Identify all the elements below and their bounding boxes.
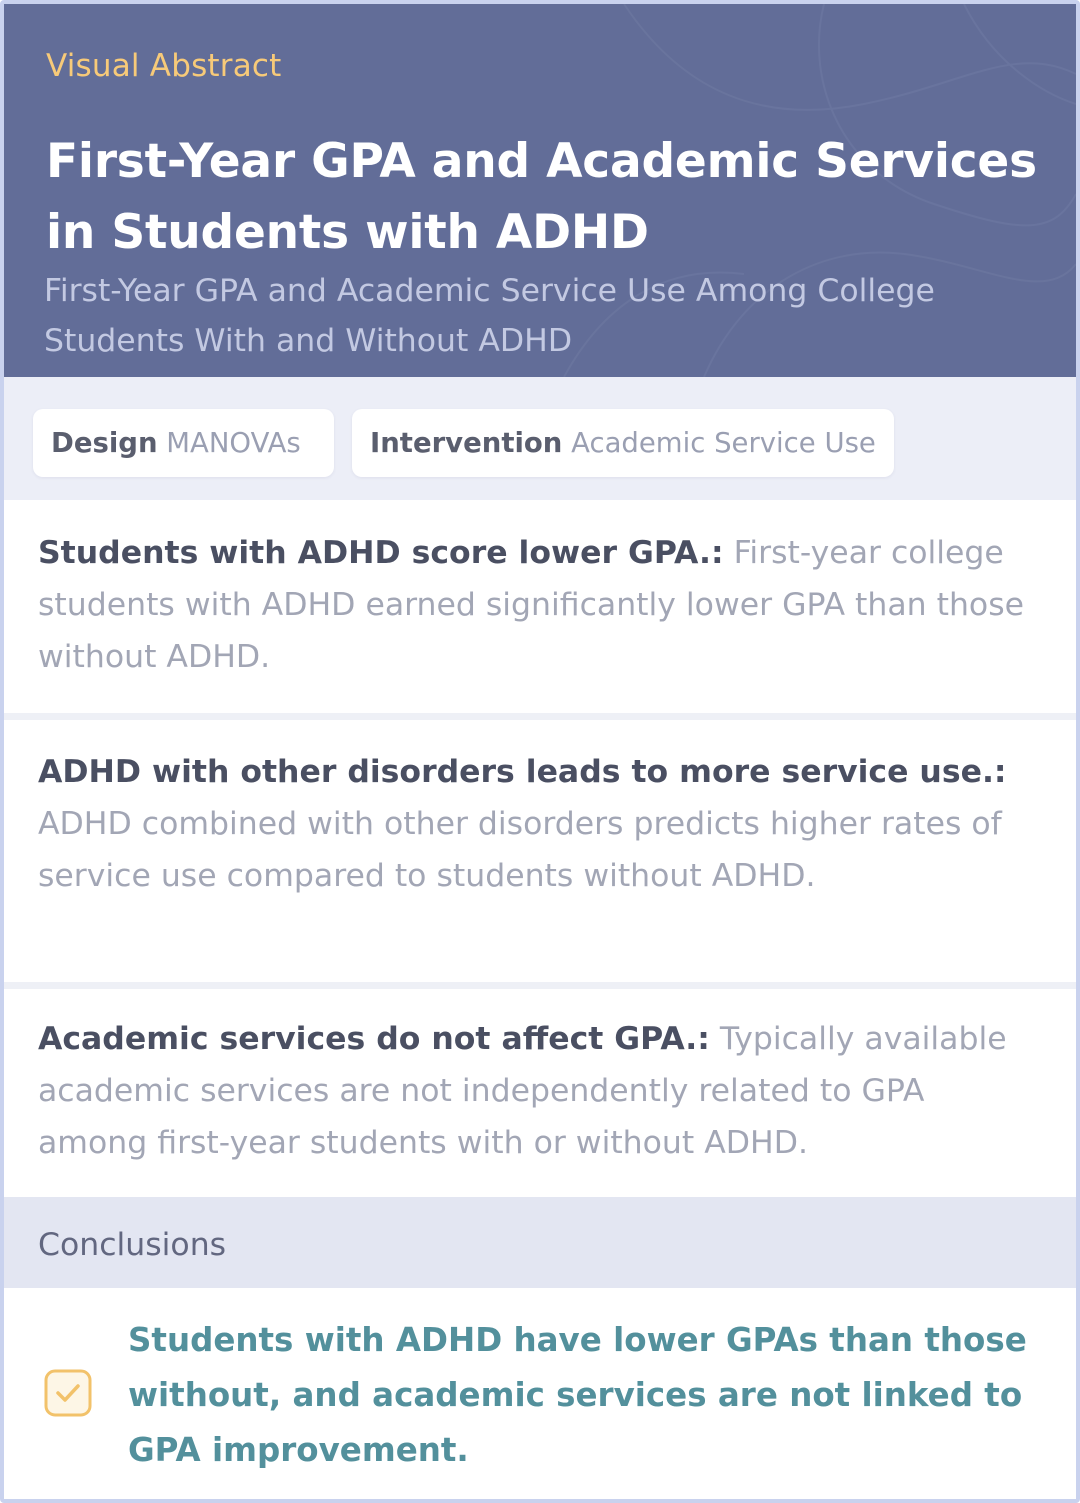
finding-2-heading: ADHD with other disorders leads to more service use.: xyxy=(38,754,1007,790)
tag-intervention-key: Intervention xyxy=(370,427,563,459)
conclusion-text: Students with ADHD have lower GPAs than those without, and academic services are not linked to GPA improvement. xyxy=(128,1321,1027,1469)
tag-intervention xyxy=(352,409,894,477)
finding-2-paragraph xyxy=(38,746,1042,902)
tag-design xyxy=(33,409,334,477)
page-subtitle: First-Year GPA and Academic Service Use Among College Students With and Without ADHD xyxy=(44,273,935,359)
finding-1-heading: Students with ADHD score lower GPA.: xyxy=(38,535,724,571)
tag-design-key: Design xyxy=(51,427,158,459)
divider xyxy=(4,713,1076,720)
finding-3 xyxy=(4,989,1076,1197)
tag-intervention-value: Academic Service Use xyxy=(571,427,876,459)
finding-2-text: ADHD combined with other disorders predicts higher rates of service use compared to students without ADHD. xyxy=(38,806,1002,894)
page-title: First-Year GPA and Academic Services in Students with ADHD xyxy=(46,134,1037,260)
finding-1-paragraph xyxy=(38,527,1042,683)
eyebrow-label: Visual Abstract xyxy=(46,48,282,84)
tag-design-value: MANOVAs xyxy=(166,427,301,459)
finding-1 xyxy=(4,500,1076,713)
finding-3-heading: Academic services do not affect GPA.: xyxy=(38,1021,710,1057)
conclusions-heading: Conclusions xyxy=(4,1197,1076,1288)
divider xyxy=(4,982,1076,989)
finding-3-paragraph xyxy=(38,1013,1042,1169)
header-banner xyxy=(4,4,1076,377)
finding-1-text: First-year college students with ADHD earned significantly lower GPA than those without ADHD. xyxy=(38,535,1024,675)
finding-2 xyxy=(4,720,1076,982)
study-tags-bar xyxy=(4,377,1076,500)
finding-3-text: Typically available academic services are not independently related to GPA among first-year students with or without ADHD. xyxy=(38,1021,1007,1161)
conclusions-body xyxy=(4,1288,1076,1503)
checkbox-checked-icon xyxy=(43,1368,93,1418)
